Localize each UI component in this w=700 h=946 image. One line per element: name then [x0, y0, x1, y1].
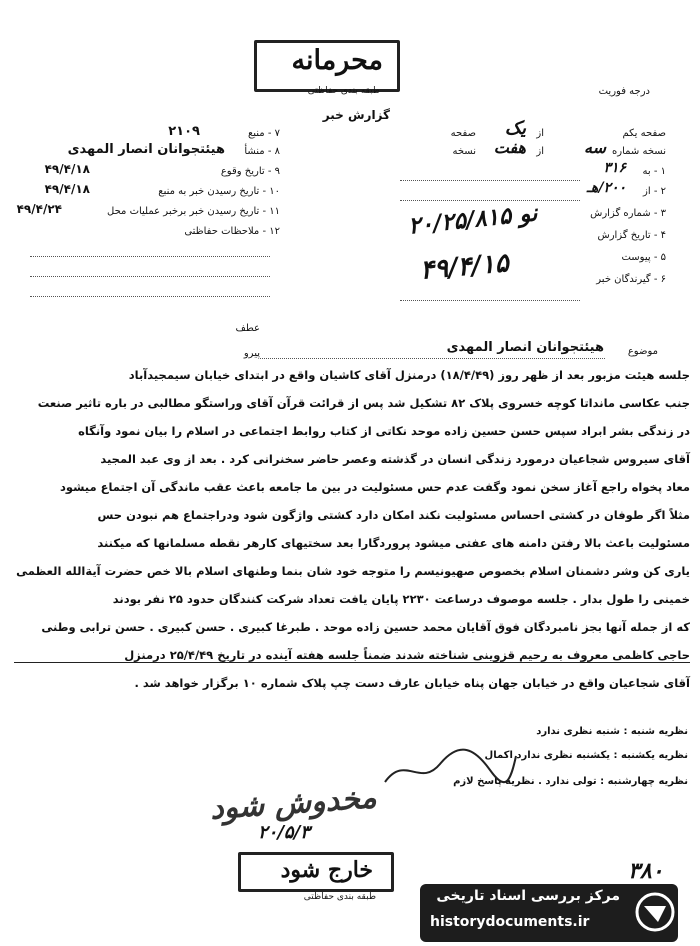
field-from-value: ۲۰۰/هـ: [586, 180, 626, 196]
security-notes-label: ۱۲ - ملاحظات حفاظتی: [184, 226, 280, 237]
local-received-date-label: ۱۱ - تاریخ رسیدن خبر برخبر عملیات محل: [107, 206, 280, 217]
body-line-5: معاد پخواه راجع آغاز سخن نمود وگفت عدم حس مسئولیت در بین ما جامعه باعث عقب ماندگی آن اجتماع میشود: [59, 480, 690, 494]
body-line-6: مثلاً اگر طوفان در کشتی احساس مسئولیت نکند امکان دارد کشتی واژگون شود ودراجتماع هم نبودن حس: [97, 508, 690, 522]
report-date-label: ۴ - تاریخ گزارش: [597, 230, 666, 241]
subject-label: موضوع: [627, 346, 658, 357]
right-dotline-2: [400, 200, 580, 201]
body-line-3: در زندگی بشر ابراد سپس حسن حسین زاده موحد نکاتی از کتاب روابط اجتماعی در اسلام را بیان نمود وآنگاه: [78, 424, 690, 438]
occurrence-date-label: ۹ - تاریخ وقوع: [220, 166, 280, 177]
comment-2: نظریه یکشنبه : یکشنبه نظری ندارد اکمال: [484, 750, 688, 761]
report-number-label: ۳ - شماره گزارش: [590, 208, 666, 219]
classification-stamp-text: محرمانه: [291, 45, 383, 76]
left-dotline-3: [30, 296, 270, 297]
copy-from-value: هفت: [493, 138, 526, 157]
left-dotline-2: [30, 276, 270, 277]
handwritten-date-1: ۲۰/۲۵/۸۱۵ نو: [406, 199, 539, 240]
occurrence-date-value: ۴۹/۴/۱۸: [44, 162, 90, 176]
release-stamp: [238, 852, 394, 892]
field-to-label: ۱ - به: [642, 166, 666, 177]
body-line-4: آقای سیروس شجاعیان درمورد زندگی انسان در گذشته وعصر حاضر سخنرانی کرد . بعد از وی عبد المجید: [100, 452, 690, 466]
classification-label-top: طبقه بندی حفاظتی: [307, 86, 380, 96]
body-line-9: خمینی را طول بدار . جلسه موصوف درساعت ۲۲۳۰ پایان یافت تعداد شرکت کنندگان حدود ۲۵ نفر بودند: [112, 592, 690, 606]
copy-from-label: از: [536, 146, 544, 157]
handwritten-footer-number: ۲۰/۵/۳: [258, 822, 310, 843]
received-date-value: ۴۹/۴/۱۸: [44, 182, 90, 196]
origin-value: هیئتجوانان انصار المهدی: [67, 142, 225, 157]
body-line-8: یاری کن وشر دشمنان اسلام بخصوص صهیونیسم را متوجه خود شان بنما وطنهای اسلام بالا خص حضرت آیةالله العظمی: [16, 564, 690, 578]
ref-note-1: عطف: [235, 323, 260, 334]
comment-1: نظریه شنبه : شنبه نظری ندارد: [536, 726, 688, 737]
field-from-label: ۲ - از: [643, 186, 666, 197]
watermark-url: historydocuments.ir: [430, 914, 590, 930]
watermark-logo-icon: [634, 886, 676, 938]
body-line-11: حاجی کاظمی معروف به رحیم قزوینی شناخته شدند ضمناً جلسه هفته آینده در تاریخ ۲۵/۴/۴۹ درمنزل: [14, 648, 690, 663]
copy-number-label: نسخه شماره: [612, 146, 666, 157]
watermark-name: مرکز بررسی اسناد تاریخی: [436, 888, 620, 904]
page-end-label: صفحه: [450, 128, 476, 139]
page-from-label: از: [536, 128, 544, 139]
body-line-12: آقای شجاعیان واقع در خیابان جهان پناه خیابان عارف دست چپ پلاک شماره ۱۰ برگزار خواهد شد .: [134, 676, 690, 690]
body-line-1: جلسه هیئت مزبور بعد از ظهر روز (۱۸/۴/۴۹) درمنزل آقای کاشیان واقع در ابتدای خیابان سیمجیدآباد: [128, 368, 690, 382]
source-value: ۲۱۰۹: [168, 124, 200, 139]
handwritten-date-2: ۴۹/۴/۱۵: [418, 248, 510, 286]
attachment-label: ۵ - پیوست: [621, 252, 666, 263]
page-from-value: یک: [504, 118, 526, 139]
copy-number-value: سه: [584, 138, 606, 157]
body-line-2: جنب عکاسی مانداتا کوچه خسروی پلاک ۸۲ تشکیل شد پس از قرائت قرآن آقای وراستگو مطالبی در باره تاثیر صنعت: [37, 396, 690, 410]
left-dotline-1: [30, 256, 270, 257]
report-body: [14, 368, 690, 712]
left-fields: [10, 124, 280, 244]
received-date-label: ۱۰ - تاریخ رسیدن خبر به منبع: [158, 186, 280, 197]
right-dotline-3: [400, 300, 580, 301]
field-to-value: ۳۱۶: [603, 160, 626, 176]
page-number-label: صفحه یکم: [622, 128, 666, 139]
priority-label: درجه فوریت: [598, 86, 650, 97]
handwritten-signature-scribble: [380, 744, 520, 794]
copy-end-label: نسخه: [452, 146, 476, 157]
origin-label: ۸ - منشأ: [244, 146, 280, 157]
body-line-7: مسئولیت باعث بالا رفتن دامنه های عفتی میشود پروردگارا بعد سختیهای کارهر نقطه مسلمانها که میکنند: [97, 536, 690, 550]
comment-3: نظریه چهارشنبه : تولی ندارد . نظریه پاسخ لازم: [453, 776, 688, 787]
local-received-date-value: ۴۹/۴/۲۴: [16, 202, 62, 216]
corner-handwritten-number: ۳۸۰: [628, 858, 664, 884]
body-line-10: که از جمله آنها بجز نامبردگان فوق آقایان محمد حسین زاده موحد . طبرغا کبیری . حسن کبیری . حسن ترابی وطنی: [41, 620, 690, 634]
classification-stamp: [254, 40, 400, 92]
right-dotline-1: [400, 180, 580, 181]
classification-label-bottom: طبقه بندی حفاظتی: [303, 892, 376, 902]
ref-note-2: پیرو: [243, 348, 260, 359]
report-title: گزارش خبر: [322, 108, 390, 122]
recipients-label: ۶ - گیرندگان خبر: [596, 274, 666, 285]
handwritten-footer-note: مخدوش شود: [208, 780, 378, 827]
release-stamp-text: خارج شود: [280, 857, 373, 883]
subject-dotline: [260, 358, 605, 359]
source-label: ۷ - منبع: [247, 128, 280, 139]
subject-value: هیئتجوانان انصار المهدی: [446, 340, 604, 355]
